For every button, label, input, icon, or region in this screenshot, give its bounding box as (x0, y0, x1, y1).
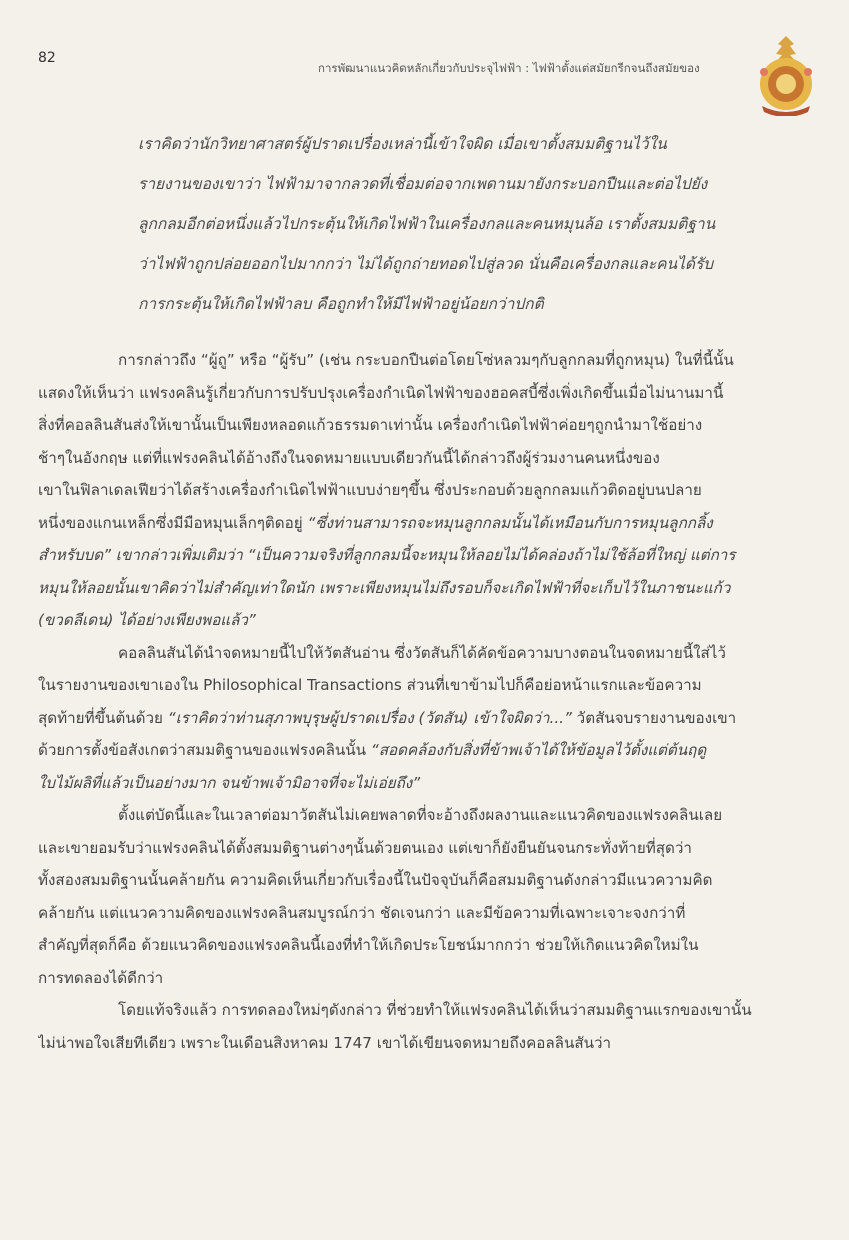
inline-quotation: สำหรับบด” เขากล่าวเพิ่มเติมว่า (38, 546, 248, 564)
inline-quotation: “เป็นความจริงที่ลูกกลมนี้จะหมุนให้ลอยไม่ได้คล่องถ้าไม่ใช้ล้อที่ใหญ่ แต่การ (247, 546, 736, 564)
paragraph-line: ตั้งแต่บัดนี้และในเวลาต่อมาวัตสันไม่เคยพลาดที่จะอ้างถึงผลงานและแนวคิดของแฟรงคลินเลย (118, 806, 723, 824)
paragraph-line: ไม่น่าพอใจเสียทีเดียว เพราะในเดือนสิงหาคม 1747 เขาได้เขียนจดหมายถึงคอลลินสันว่า (38, 1033, 612, 1052)
paragraph-line: คล้ายกัน แต่แนวความคิดของแฟรงคลินสมบูรณ์กว่า ชัดเจนกว่า และมีข้อความที่เฉพาะเจาะจงกว่าที่ (38, 903, 686, 922)
paragraph-line (38, 539, 790, 572)
text-run: วัตสันจบรายงานของเขา (571, 708, 737, 727)
text-run: สุดท้ายที่ขึ้นต้นด้วย (38, 708, 168, 727)
paragraph-line: ในรายงานของเขาเองใน Philosophical Transactions ส่วนที่เขาข้ามไปก็คือย่อหน้าแรกและข้อความ (38, 676, 702, 694)
running-header: การพัฒนาแนวคิดหลักเกี่ยวกับประจุไฟฟ้า : ไฟฟ้าตั้งแต่สมัยกรีกจนถึงสมัยของ (318, 61, 700, 75)
text-run: ด้วยการตั้งข้อสังเกตว่าสมมติฐานของแฟรงคลินนั้น (38, 741, 371, 759)
quote-line: รายงานของเขาว่า ไฟฟ้ามาจากลวดที่เชื่อมต่อจากเพดานมายังกระบอกปืนและต่อไปยัง (138, 175, 708, 193)
inline-quotation: “ซึ่งท่านสามารถจะหมุนลูกกลมนั้นได้เหมือนกับการหมุนลูกกลิ้ง (307, 513, 713, 532)
paragraph-line (38, 507, 790, 540)
paragraph-line: เขาในฟิลาเดลเฟียว่าได้สร้างเครื่องกำเนิดไฟฟ้าแบบง่ายๆขึ้น ซึ่งประกอบด้วยลูกกลมแก้วติดอยู่บนปลาย (38, 481, 702, 499)
page-number: 82 (38, 50, 56, 66)
quote-line: ลูกกลมอีกต่อหนึ่งแล้วไปกระตุ้นให้เกิดไฟฟ้าในเครื่องกลและคนหมุนล้อ เราตั้งสมมติฐาน (138, 215, 716, 233)
body-text (38, 344, 790, 1059)
quote-line: การกระตุ้นให้เกิดไฟฟ้าลบ คือถูกทำให้มีไฟฟ้าอยู่น้อยกว่าปกติ (138, 295, 544, 313)
paragraph-line: (ขวดลีเดน) ได้อย่างเพียงพอแล้ว” (38, 611, 256, 629)
paragraph-line (38, 702, 790, 735)
paragraph-line: แสดงให้เห็นว่า แฟรงคลินรู้เกี่ยวกับการปรับปรุงเครื่องกำเนิดไฟฟ้าของฮอคสบี้ซึ่งเพิ่งเกิดขึ้นเมื่อไม่นานมานี้ (38, 383, 724, 402)
paragraph-line: คอลลินสันได้นำจดหมายนี้ไปให้วัตสันอ่าน ซึ่งวัตสันก็ได้คัดข้อความบางตอนในจดหมายนี้ใส่ไว้ (118, 643, 726, 662)
inline-quotation: “เราคิดว่าท่านสุภาพบุรุษผู้ปราดเปรื่อง (วัตสัน) เข้าใจผิดว่า...” (167, 708, 572, 727)
paragraph-line: สำคัญที่สุดก็คือ ด้วยแนวคิดของแฟรงคลินนี้เองที่ทำให้เกิดประโยชน์มากกว่า ช่วยให้เกิดแนวคิดใหม่ใน (38, 936, 699, 954)
paragraph-line: ทั้งสองสมมติฐานนั้นคล้ายกัน ความคิดเห็นเกี่ยวกับเรื่องนี้ในปัจจุบันก็คือสมมติฐานดังกล่าวมีแนวความคิด (38, 871, 713, 889)
text-run: หนึ่งของแกนเหล็กซึ่งมีมือหมุนเล็กๆติดอยู่ (38, 513, 308, 532)
quote-line: เราคิดว่านักวิทยาศาสตร์ผู้ปราดเปรื่องเหล่านี้เข้าใจผิด เมื่อเขาตั้งสมมติฐานไว้ใน (138, 135, 667, 153)
paragraph-line: การทดลองได้ดีกว่า (38, 968, 164, 987)
paragraph-line: ช้าๆในอังกฤษ แต่ที่แฟรงคลินได้อ้างถึงในจดหมายแบบเดียวกันนี้ได้กล่าวถึงผู้ร่วมงานคนหนึ่งของ (38, 448, 660, 467)
paragraph-line: การกล่าวถึง “ผู้ถู” หรือ “ผู้รับ” (เช่น กระบอกปืนต่อโดยโซ่หลวมๆกับลูกกลมที่ถูกหมุน) ในที่นี้นั้น (118, 351, 734, 369)
quote-line: ว่าไฟฟ้าถูกปล่อยออกไปมากกว่า ไม่ได้ถูกถ่ายทอดไปสู่ลวด นั่นคือเครื่องกลและคนได้รับ (138, 255, 714, 273)
paragraph-line: สิ่งที่คอลลินสันส่งให้เขานั้นเป็นเพียงหลอดแก้วธรรมดาเท่านั้น เครื่องกำเนิดไฟฟ้าค่อยๆถูกนำมาใช้อย่าง (38, 416, 703, 434)
paragraph-line: โดยแท้จริงแล้ว การทดลองใหม่ๆดังกล่าว ที่ช่วยทำให้แฟรงคลินได้เห็นว่าสมมติฐานแรกของเขานั้น (118, 1001, 752, 1019)
paragraph-line: และเขายอมรับว่าแฟรงคลินได้ตั้งสมมติฐานต่างๆนั้นด้วยตนเอง แต่เขาก็ยังยืนยันจนกระทั่งท้ายที่สุดว่า (38, 838, 692, 857)
paragraph-line: หมุนให้ลอยนั้นเขาคิดว่าไม่สำคัญเท่าใดนัก เพราะเพียงหมุนไม่ถึงรอบก็จะเกิดไฟฟ้าที่จะเก็บไว้ในภาชนะแก้ว (38, 578, 731, 597)
inline-quotation: “สอดคล้องกับสิ่งที่ข้าพเจ้าได้ให้ข้อมูลไว้ตั้งแต่ต้นฤดู (370, 741, 707, 759)
paragraph-line: ใบไม้ผลิที่แล้วเป็นอย่างมาก จนข้าพเจ้ามิอาจที่จะไม่เอ่ยถึง” (38, 773, 421, 792)
paragraph-line (38, 734, 790, 767)
institution-emblem (750, 34, 822, 116)
indented-quotation (138, 124, 758, 324)
